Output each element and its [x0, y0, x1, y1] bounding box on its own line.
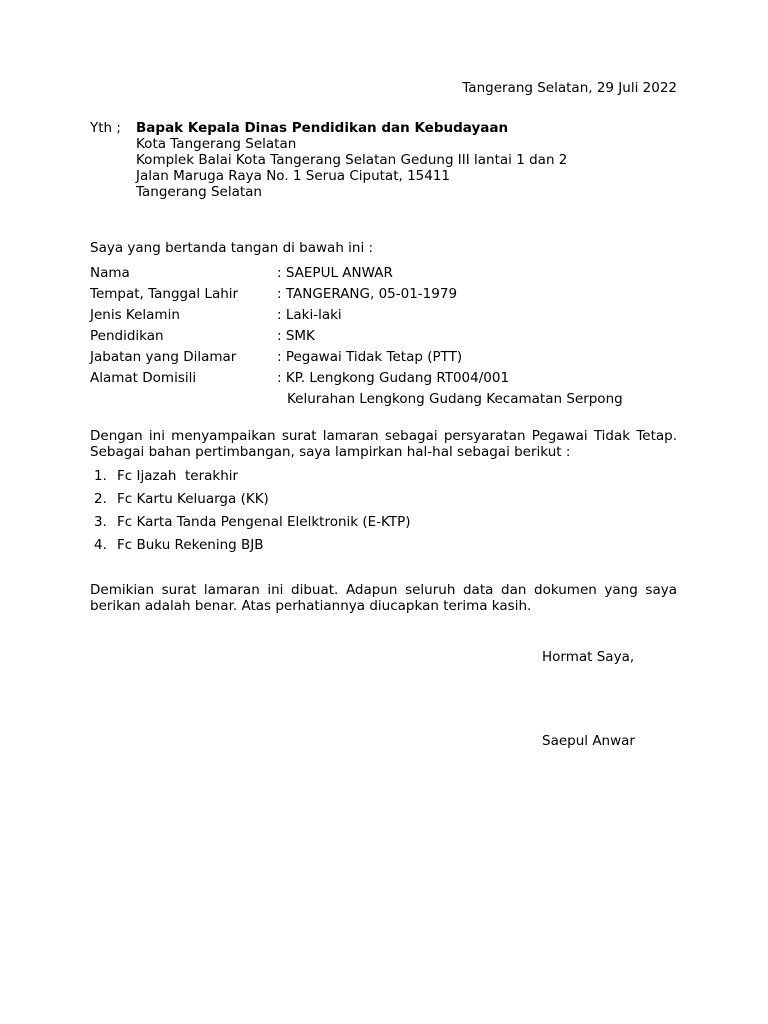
closing-paragraph-line: berikan adalah benar. Atas perhatiannya diucapkan terima kasih. — [90, 598, 532, 615]
identity-row-name — [90, 265, 650, 286]
closing-paragraph-line: Demikian surat lamaran ini dibuat. Adapun seluruh data dan dokumen yang saya — [90, 582, 677, 598]
recipient-region: Tangerang Selatan — [136, 184, 262, 200]
body-paragraph — [90, 428, 677, 460]
list-item-number: 4. — [94, 537, 107, 553]
identity-value: : Laki-laki — [277, 307, 342, 323]
list-item-number: 3. — [94, 514, 107, 530]
identity-table — [90, 265, 650, 412]
recipient-prefix: Yth ; — [90, 120, 121, 136]
identity-label: Alamat Domisili — [90, 370, 197, 386]
intro-text: Saya yang bertanda tangan di bawah ini : — [90, 240, 374, 256]
identity-address-continuation: Kelurahan Lengkong Gudang Kecamatan Serpong — [287, 391, 623, 407]
list-item-number: 1. — [94, 468, 107, 484]
identity-label: Nama — [90, 265, 130, 281]
identity-value: : Pegawai Tidak Tetap (PTT) — [277, 349, 463, 365]
list-item-text: Fc Buku Rekening BJB — [117, 537, 264, 553]
identity-row-birth — [90, 286, 650, 307]
identity-label: Tempat, Tanggal Lahir — [90, 286, 239, 302]
recipient-street: Jalan Maruga Raya No. 1 Serua Ciputat, 15411 — [136, 168, 451, 184]
list-item-text: Fc Ijazah terakhir — [117, 468, 239, 484]
body-paragraph-line: Dengan ini menyampaikan surat lamaran sebagai persyaratan Pegawai Tidak Tetap. — [90, 428, 677, 444]
identity-row-address — [90, 370, 650, 391]
list-item-number: 2. — [94, 491, 107, 507]
list-item — [94, 468, 411, 491]
list-item-text: Fc Kartu Keluarga (KK) — [117, 491, 269, 507]
recipient-address — [136, 120, 567, 200]
list-item — [94, 514, 411, 537]
recipient-title: Bapak Kepala Dinas Pendidikan dan Kebudayaan — [136, 120, 509, 136]
body-paragraph-line: Sebagai bahan pertimbangan, saya lampirkan hal-hal sebagai berikut : — [90, 444, 571, 461]
identity-label: Jabatan yang Dilamar — [90, 349, 237, 365]
recipient-city: Kota Tangerang Selatan — [136, 136, 297, 152]
identity-row-gender — [90, 307, 650, 328]
list-item-text: Fc Karta Tanda Pengenal Elelktronik (E-KTP) — [117, 514, 411, 530]
identity-row-education — [90, 328, 650, 349]
list-item — [94, 537, 411, 560]
list-item — [94, 491, 411, 514]
attachment-list — [94, 468, 411, 560]
identity-row-address-continued — [90, 391, 650, 412]
recipient-complex: Komplek Balai Kota Tangerang Selatan Gedung III lantai 1 dan 2 — [136, 152, 568, 168]
identity-value: : TANGERANG, 05-01-1979 — [277, 286, 458, 302]
closing-salutation: Hormat Saya, — [542, 649, 635, 665]
identity-row-position — [90, 349, 650, 370]
identity-label: Pendidikan — [90, 328, 164, 344]
place-date: Tangerang Selatan, 29 Juli 2022 — [462, 80, 677, 96]
identity-value: : SAEPUL ANWAR — [277, 265, 393, 281]
identity-value: : SMK — [277, 328, 315, 344]
signatory-name: Saepul Anwar — [542, 733, 635, 749]
closing-paragraph — [90, 582, 677, 614]
identity-label: Jenis Kelamin — [90, 307, 180, 323]
identity-value: : KP. Lengkong Gudang RT004/001 — [277, 370, 510, 386]
